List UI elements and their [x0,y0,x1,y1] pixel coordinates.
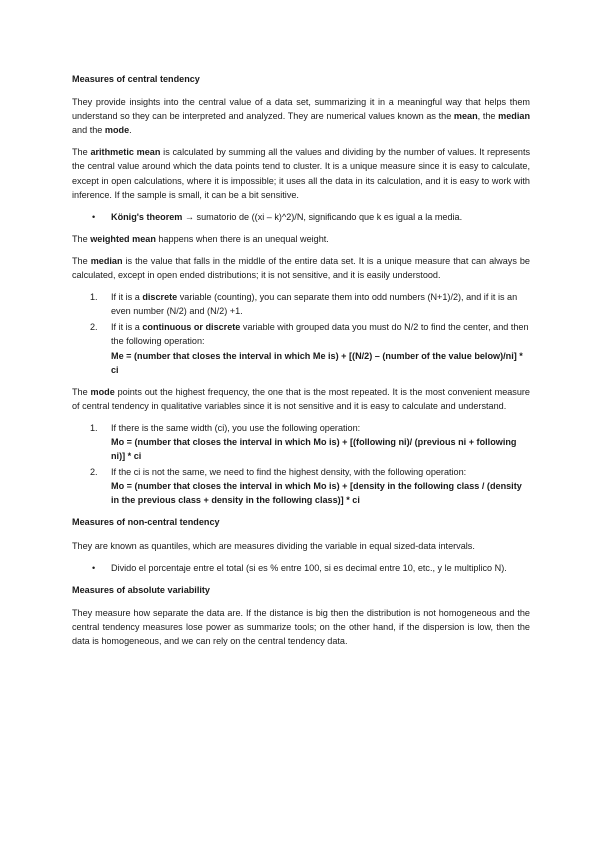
term-mode-def: mode [90,386,115,397]
term-weighted-mean: weighted mean [90,233,156,244]
paragraph-arithmetic-mean: The arithmetic mean is calculated by summing all the values and dividing by the number of values. It represents the central value around which the data points tend to cluster. It is a unique measure since it is easy to calculate, except in open calculations, where it is impossible; it uses all the data in its calculation, and it is easy to work with inference. If the sample is small, it can be a bit sensitive. [72,147,531,200]
term-mode: mode [104,125,130,136]
paragraph-intro: They provide insights into the central value of a data set, summarizing it in a meaningful way that helps them understand so they can be interpreted and analyzed. They are numerical values known as the mean, the median and the mode. [72,97,530,136]
term-mean: mean [453,111,478,122]
list-item: • König's theorem → sumatorio de ((xi – k)^2)/N, significando que k es igual a la media. [72,210,530,224]
term-konig: König's theorem [111,211,183,222]
section-heading-central: Measures of central tendency [72,74,200,84]
paragraph-mode: The mode points out the highest frequency, the one that is the most repeated. It is the most convenient measure of central tendency in qualitative variables since it is not sensitive and it is easy to calculate and understand. [72,386,530,411]
formula-mode-same-width: Mo = (number that closes the interval in which Mo is) + [(following ni)/ (previous ni + following ni)] * ci [111,436,517,462]
term-discrete: discrete [142,292,178,303]
numbered-list-mode [72,421,530,508]
paragraph-quantiles: They are known as quantiles, which are measures dividing the variable in equal sized-data intervals. [72,540,475,551]
list-item: 1. If there is the same width (ci), you use the following operation: Mo = (number that closes the interval in which Mo is) + [(following ni)/ (previous ni + following ni)] * ci [90,422,517,462]
paragraph-median: The median is the value that falls in the middle of the entire data set. It is a unique measure that can always be calculated, except in open ended distributions; it is not sensitive, and it is easily understood. [72,255,530,281]
section-heading-variability: Measures of absolute variability [72,584,210,595]
term-arithmetic-mean: arithmetic mean [90,147,161,158]
bullet-icon: • [92,562,96,573]
bullet-list-quantiles [72,561,530,575]
list-item: 2. If the ci is not the same, we need to find the highest density, with the following operation: Mo = (number that closes the interval in which Mo is) + [density in the following class / (density in the previous class + density in the following class)] * ci [90,467,522,506]
paragraph-variability: They measure how separate the data are. If the distance is big then the distribution is not homogeneous and the central tendency measures lose power as summarize tools; on the other hand, if the dispersion is low, then the data is homogeneous, and we can rely on the central tendency data. [72,607,530,646]
numbered-list-median [72,290,530,377]
section-heading-noncentral: Measures of non-central tendency [72,517,220,528]
list-item: 1. If it is a discrete variable (counting), you can separate them into odd numbers (N+1)/2), and if it is an even number (N/2) and (N/2) +1. [90,292,518,317]
term-continuous: continuous or discrete [142,322,241,333]
bullet-list-konig [72,210,530,224]
formula-median: Me = (number that closes the interval in which Me is) + [(N/2) – (number of the value below)/ni] * ci [111,350,523,375]
formula-mode-density: Mo = (number that closes the interval in which Mo is) + [density in the following class / (density in the previous class + density in the following class)] * ci [111,481,522,506]
term-median-def: median [90,255,123,266]
term-median: median [498,111,530,122]
bullet-icon: • [92,211,96,222]
list-item: • Divido el porcentaje entre el total (si es % entre 100, si es decimal entre 10, etc., y le multiplico N). [72,561,530,575]
document-page [72,72,530,656]
paragraph-weighted-mean: The weighted mean happens when there is an unequal weight. [72,233,329,244]
list-item: 2. If it is a continuous or discrete variable with grouped data you must do N/2 to find the center, and then the following operation: Me = (number that closes the interval in which Me is) + [(N/2) – (number of the value below)/ni] * ci [90,322,529,375]
arrow-icon: → [182,211,197,222]
